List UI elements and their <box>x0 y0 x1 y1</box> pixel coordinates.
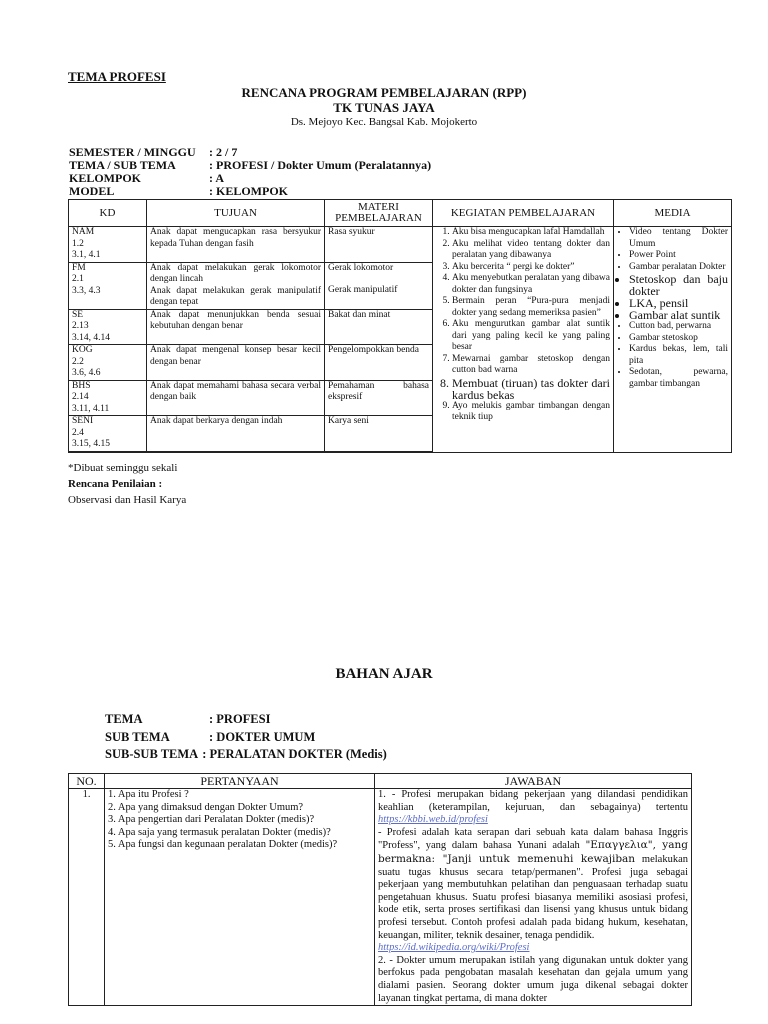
tujuan-cell: Anak dapat menunjukkan benda sesuai kebutuhan dengan benar <box>147 309 325 345</box>
kegiatan-item: 8. Membuat (tiruan) tas dokter dari kardus bekas <box>452 377 610 401</box>
answer-text: 1. - Profesi merupakan bidang pekerjaan yang dilandasi pendidikan keahlian (keterampilan, kejuruan, dan sebagainya) tertentu <box>378 789 688 813</box>
spacer-cell <box>69 451 147 452</box>
tujuan-cell: Anak dapat mengucapkan rasa bersyukur kepada Tuhan dengan fasih <box>147 227 325 263</box>
footnote: *Dibuat seminggu sekali <box>68 462 178 474</box>
assessment-text: Observasi dan Hasil Karya <box>68 494 187 506</box>
kd-cell <box>69 416 147 452</box>
spacer-cell <box>147 451 325 452</box>
qa-row <box>69 789 692 1006</box>
bahan-meta-row <box>105 746 387 764</box>
school-address: Ds. Mejoyo Kec. Bangsal Kab. Mojokerto <box>290 116 478 128</box>
meta-value: : KELOMPOK <box>209 184 288 198</box>
tujuan-text: Anak dapat melakukan gerak lokomotor dengan lincah <box>150 262 321 284</box>
materi-text: Gerak manipulatif <box>328 285 398 295</box>
media-cell <box>614 227 732 453</box>
kegiatan-item: 1. Aku bisa mengucapkan lafal Hamdallah <box>452 227 610 239</box>
bahan-meta-label: SUB-SUB TEMA <box>105 747 199 761</box>
answer-paragraph <box>378 827 688 942</box>
media-item: • Power Point <box>629 250 728 262</box>
meta-label: SEMESTER / MINGGU <box>69 145 196 159</box>
kd-code: 3.3, 4.3 <box>72 285 101 296</box>
kd-code: 3.11, 4.11 <box>72 403 110 414</box>
media-item: • Gambar alat suntik <box>629 309 728 321</box>
kd-code: SE <box>72 309 84 320</box>
kd-cell <box>69 309 147 345</box>
kd-code: 2.4 <box>72 427 84 438</box>
kegiatan-item: 4. Aku menyebutkan peralatan yang dibawa dokter dan fungsinya <box>452 273 610 296</box>
kd-code: 2.14 <box>72 392 89 402</box>
bahan-meta <box>105 711 387 764</box>
kd-cell <box>69 262 147 309</box>
kd-code: FM <box>72 262 86 273</box>
col-header-no: NO. <box>69 774 105 789</box>
kegiatan-cell <box>433 227 614 453</box>
media-item: • Stetoskop dan baju dokter <box>629 273 728 297</box>
col-header-kd: KD <box>69 200 147 227</box>
kd-code: 2.1 <box>72 274 84 284</box>
materi-cell <box>325 262 433 309</box>
kegiatan-item: 3. Aku bercerita “ pergi ke dokter” <box>452 262 610 274</box>
media-item: • LKA, pensil <box>629 297 728 309</box>
tujuan-cell <box>147 262 325 309</box>
kd-code: 3.6, 4.6 <box>72 368 101 378</box>
row-number: 1. <box>69 789 105 1006</box>
answer-paragraph: 2. - Dokter umum merupakan istilah yang digunakan untuk dokter yang berfokus pada pengobatan masalah kesehatan dan gejala umum yang dialami pasien. Seorang dokter umum juga dikenal sebagai dokter layanan tingkat pertama, di mana dokter <box>378 954 688 1004</box>
question-item: 5. Apa fungsi dan kegunaan peralatan Dokter (medis)? <box>108 839 338 851</box>
meta-value: : 2 / 7 <box>209 145 238 159</box>
question-item: 3. Apa pengertian dari Peralatan Dokter (medis)? <box>108 814 315 826</box>
theme-heading: TEMA PROFESI <box>68 69 166 84</box>
rpp-row <box>69 227 732 263</box>
question-item: 4. Apa saja yang termasuk peralatan Dokter (medis)? <box>108 826 331 838</box>
bahan-meta-value: : DOKTER UMUM <box>209 729 316 744</box>
media-item: • Sedotan, pewarna, gambar timbangan <box>629 367 728 390</box>
bahan-meta-label: SUB TEMA <box>105 729 170 744</box>
kd-cell <box>69 345 147 381</box>
kd-code: SENI <box>72 416 94 426</box>
materi-cell: Rasa syukur <box>325 227 433 263</box>
tujuan-cell: Anak dapat berkarya dengan indah <box>147 416 325 452</box>
kd-code: 2.2 <box>72 356 84 367</box>
assessment-heading: Rencana Penilaian : <box>68 478 163 490</box>
meta-value: : A <box>209 171 224 185</box>
spacer-cell <box>325 451 433 452</box>
answer-cell <box>375 789 692 1006</box>
kegiatan-item: 9. Ayo melukis gambar timbangan dengan teknik tiup <box>452 401 610 424</box>
meta-label: MODEL <box>69 184 115 198</box>
tujuan-cell: Anak dapat mengenal konsep besar kecil dengan benar <box>147 345 325 381</box>
media-item: • Video tentang Dokter Umum <box>629 227 728 250</box>
qa-table <box>68 773 692 1006</box>
rpp-meta <box>69 146 431 198</box>
media-item: • Gambar stetoskop <box>629 333 728 345</box>
kd-code: BHS <box>72 380 91 391</box>
col-header-jawaban: JAWABAN <box>375 774 692 789</box>
media-list <box>617 227 728 390</box>
col-header-media: MEDIA <box>614 200 732 227</box>
col-header-tujuan: TUJUAN <box>147 200 325 227</box>
kegiatan-item: 2. Aku melihat video tentang dokter dan peralatan yang dibawanya <box>452 239 610 262</box>
kd-code: 3.15, 4.15 <box>72 439 110 449</box>
questions-cell <box>105 789 375 1006</box>
answer-text: - Profesi adalah kata serapan dari sebuah kata dalam bahasa Inggris "Profess", yang dalam bahasa Yunani adalah <box>378 826 688 852</box>
materi-cell: Pemahaman bahasa ekspresif <box>325 380 433 416</box>
col-header-materi: MATERI PEMBELAJARAN <box>325 200 433 227</box>
kd-cell <box>69 227 147 263</box>
bahan-meta-label: TEMA <box>105 712 143 726</box>
answer-paragraph <box>378 942 688 955</box>
kegiatan-item: 5. Bermain peran “Pura-pura menjadi dokter yang sedang memeriksa pasien” <box>452 296 610 319</box>
meta-row <box>69 185 431 198</box>
qa-header-row <box>69 774 692 789</box>
answer-paragraph <box>378 789 688 827</box>
kbbi-link[interactable]: https://kbbi.web.id/profesi <box>378 814 488 826</box>
col-header-pertanyaan: PERTANYAAN <box>105 774 375 789</box>
rpp-table <box>68 199 732 453</box>
media-item: • Kardus bekas, lem, tali pita <box>629 344 728 367</box>
materi-text: Gerak lokomotor <box>328 262 394 273</box>
meta-label: KELOMPOK <box>69 171 141 185</box>
rpp-header-row <box>69 200 732 227</box>
kegiatan-list <box>436 227 610 424</box>
kd-code: 3.14, 4.14 <box>72 332 110 343</box>
materi-cell: Pengelompokkan benda <box>325 345 433 381</box>
kd-code: NAM <box>72 227 95 237</box>
kd-code: 2.13 <box>72 321 89 331</box>
kd-code: KOG <box>72 345 93 355</box>
bahan-meta-row <box>105 711 387 729</box>
media-item: • Cutton bad, perwarna <box>629 321 728 333</box>
question-item: 1. Apa itu Profesi ? <box>108 789 189 800</box>
col-header-kegiatan: KEGIATAN PEMBELAJARAN <box>433 200 614 227</box>
materi-cell: Bakat dan minat <box>325 309 433 345</box>
kegiatan-item: 6. Aku mengurutkan gambar alat suntik dari yang paling kecil ke yang paling besar <box>452 319 610 354</box>
bahan-ajar-title: BAHAN AJAR <box>335 666 433 682</box>
kd-code: 3.1, 4.1 <box>72 250 101 260</box>
document-title: RENCANA PROGRAM PEMBELAJARAN (RPP) <box>241 85 527 100</box>
bahan-meta-value: : PERALATAN DOKTER (Medis) <box>202 747 387 761</box>
question-item: 2. Apa yang dimaksud dengan Dokter Umum? <box>108 801 304 813</box>
materi-cell: Karya seni <box>325 416 433 452</box>
media-item: • Gambar peralatan Dokter <box>629 262 728 274</box>
greek-text: "Επαγγελια", yang bermakna: "Janji untuk memenuhi kewajiban <box>378 839 688 865</box>
bahan-meta-row <box>105 729 387 747</box>
tujuan-text: Anak dapat melakukan gerak manipulatif dengan tepat <box>150 285 321 307</box>
meta-value: : PROFESI / Dokter Umum (Peralatannya) <box>209 158 432 172</box>
bahan-meta-value: : PROFESI <box>209 712 271 726</box>
meta-label: TEMA / SUB TEMA <box>69 158 176 172</box>
tujuan-cell: Anak dapat memahami bahasa secara verbal dengan baik <box>147 380 325 416</box>
kegiatan-item: 7. Mewarnai gambar stetoskop dengan cutton bad warna <box>452 354 610 377</box>
school-name: TK TUNAS JAYA <box>333 100 435 115</box>
kd-code: 1.2 <box>72 238 84 249</box>
kd-cell <box>69 380 147 416</box>
wikipedia-link[interactable]: https://id.wikipedia.org/wiki/Profesi <box>378 942 530 954</box>
answer-text: melakukan suatu tugas khusus secara tetap/permanen". Profesi juga sebagai pekerjaan yang membutuhkan pelatihan dan penguasaan terhadap suatu pengetahuan khusus. Suatu profesi biasanya memiliki asosiasi profesi, kode etik, serta proses sertifikasi dan lisensi yang khusus untuk bidang profesi tersebut. Contoh profesi adalah pada bidang hukum, kesehatan, keuangan, militer, teknik desainer, tenaga pendidik. <box>378 853 688 941</box>
